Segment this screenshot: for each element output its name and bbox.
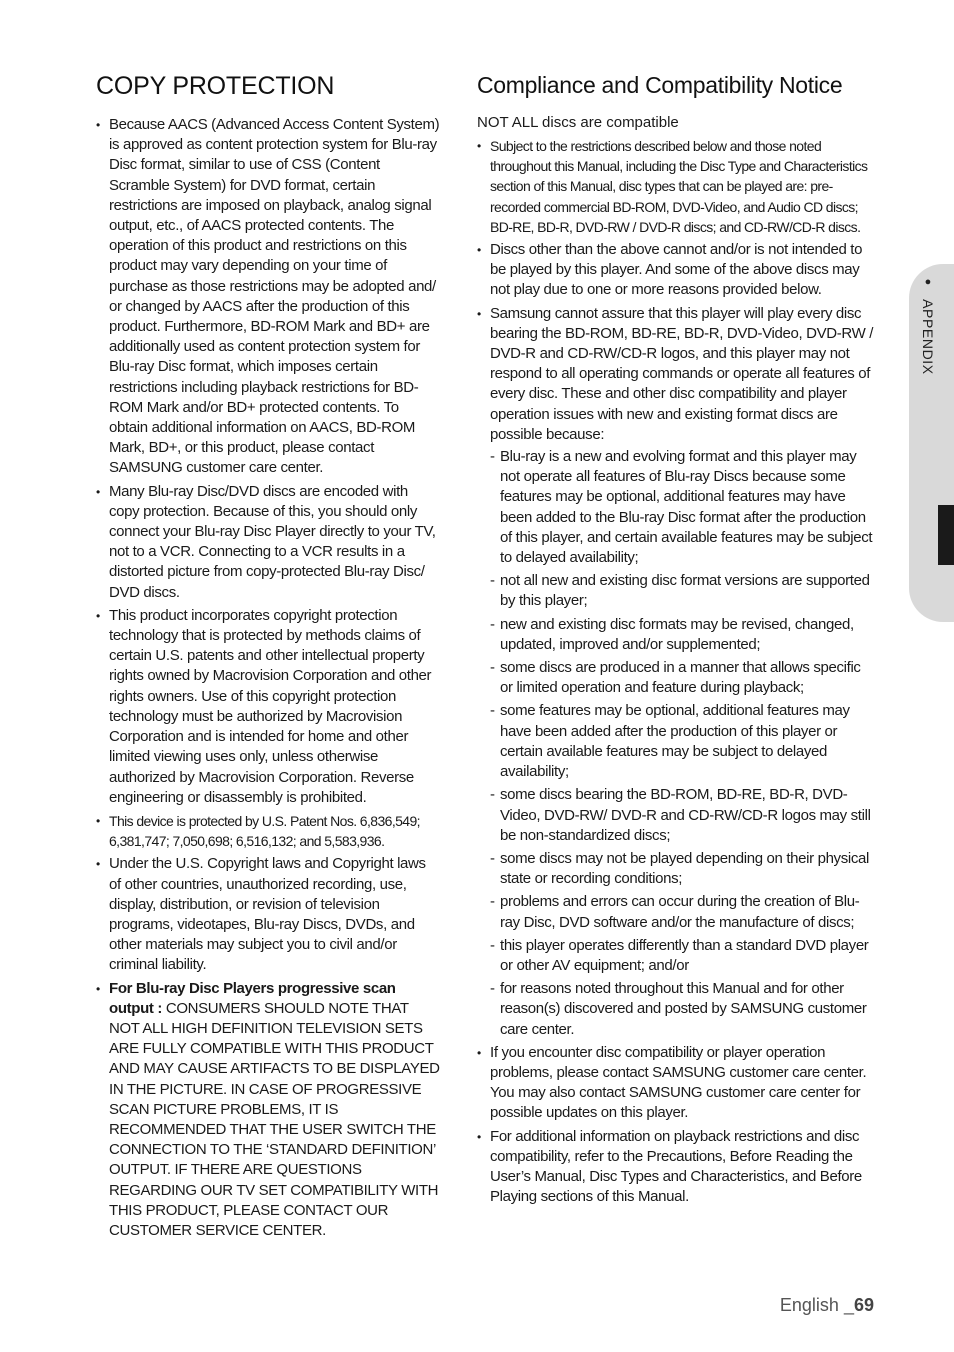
list-item-text: If you encounter disc compatibility or player operation problems, please contact SAMSUNG customer care center. You may also contact SAMSUNG customer care center for possible updates on this player. <box>490 1043 867 1122</box>
list-item <box>96 606 440 808</box>
page-number: 69 <box>853 1295 874 1315</box>
reason-item: - new and existing disc formats may be revised, changed, updated, improved and/or supplemented; <box>490 615 854 653</box>
list-item-text: This product incorporates copyright protection technology that is protected by methods claims of certain U.S. patents and other intellectual property rights owned by Macrovision Corporation and other rights owners. Use of this copyright protection technology must be authorized by Macrovision Corporation and is intended for home and other limited viewing uses only, unless otherwise authorized by Macrovision Corporation. Reverse engineering or disassembly is prohibited. <box>109 606 432 806</box>
bullet-icon: • <box>96 484 100 499</box>
page-footer <box>780 1295 874 1316</box>
bullet-dot-icon: ● <box>922 276 934 289</box>
section-tab-label <box>914 276 936 375</box>
list-item-text: Samsung cannot assure that this player will play every disc bearing the BD-ROM, BD-RE, BD-R, DVD-Video, DVD-RW / DVD-R and CD-RW/CD-R logos, and this player may not respond to all operating commands or operate all features of every disc. These and other disc compatibility and player operation issues with new and existing format discs are possible because: <box>490 304 874 443</box>
bullet-icon: • <box>477 1045 481 1060</box>
list-item-text: Many Blu-ray Disc/DVD discs are encoded with copy protection. Because of this, you should only connect your Blu-ray Disc Player directly to your TV, not to a VCR. Connecting to a VCR results in a distorted picture from copy-protected Blu-ray Disc/ DVD discs. <box>109 482 436 601</box>
left-column <box>96 72 440 1244</box>
bullet-icon: • <box>96 981 100 996</box>
list-item <box>96 854 440 975</box>
list-item <box>477 304 877 1040</box>
reasons-list <box>490 447 877 1040</box>
right-column <box>477 72 877 1210</box>
reason-item: - problems and errors can occur during the creation of Blu-ray Disc, DVD software and/or the manufacture of discs; <box>490 893 860 931</box>
list-item <box>477 240 877 301</box>
list-item-text: CONSUMERS SHOULD NOTE THAT NOT ALL HIGH DEFINITION TELEVISION SETS ARE FULLY COMPATIBLE WITH THIS PRODUCT AND MAY CAUSE ARTIFACTS TO BE DISPLAYED IN THE PICTURE. IN CASE OF PROGRESSIVE SCAN PICTURE PROBLEMS, IT IS RECOMMENDED THAT THE USER SWITCH THE CONNECTION TO THE ‘STANDARD DEFINITION’ OUTPUT. IF THERE ARE QUESTIONS REGARDING OUR TV SET COMPATIBILITY WITH THIS PRODUCT, PLEASE CONTACT OUR CUSTOMER SERVICE CENTER. <box>109 999 440 1239</box>
list-item <box>477 1127 877 1208</box>
reason-text: not all new and existing disc format versions are supported by this player; <box>500 572 870 610</box>
section-tab-text: APPENDIX <box>920 299 936 375</box>
compliance-title: Compliance and Compatibility Notice <box>477 72 843 98</box>
list-item-text: Discs other than the above cannot and/or is not intended to be played by this player. And some of the above discs may not play due to one or more reasons provided below. <box>490 241 863 299</box>
bullet-icon: • <box>477 139 481 153</box>
reason-item: - some discs may not be played depending on their physical state or recording conditions; <box>490 849 869 888</box>
reason-text: Blu-ray is a new and evolving format and this player may not operate all features of Blu-ray Discs because some features may be optional, additional features may have been added to the Blu-ray Disc format after the production of this player, and certain available features may be subject to delayed availability; <box>500 448 873 567</box>
list-item <box>477 1043 877 1124</box>
section-tab-marker <box>938 505 954 565</box>
reason-text: some discs bearing the BD-ROM, BD-RE, BD-R, DVD-Video, DVD-RW/ DVD-R and CD-RW/CD-R logos may still be non-standardized discs; <box>500 786 871 844</box>
bullet-icon: • <box>477 306 481 321</box>
progressive-scan-heading: For Blu-ray Disc Players progressive scan output : <box>109 979 396 1017</box>
bullet-icon: • <box>96 118 100 132</box>
reason-text: some features may be optional, additional features may have been added after the production of this player or certain available features may be subject to delayed availability; <box>500 702 850 781</box>
list-item <box>96 115 440 479</box>
list-item-text: Because AACS (Advanced Access Content System) is approved as content protection system for Blu-ray Disc format, similar to use of CSS (Content Scramble System) for DVD format, certain restrictions are imposed on playback, analog signal output, etc., of AACS protected contents. The operation of this product and restrictions on this product may vary depending on your time of purchase as those restrictions may be adopted and/ or changed by AACS after the production of this product. Furthermore, BD-ROM Mark and BD+ are additionally used as content protection system for Blu-ray Disc format, which imposes certain restrictions including playback restrictions for BD-ROM Mark and/or BD+ protected contents. To obtain additional information on AACS, BD-ROM Mark, BD+, or this product, please contact SAMSUNG customer care center. <box>109 116 440 477</box>
reason-text: some discs are produced in a manner that allows specific or limited operation and feature during playback; <box>500 659 861 697</box>
bullet-icon: • <box>96 857 100 872</box>
list-item <box>477 136 877 237</box>
reason-text: some discs may not be played depending on their physical state or recording conditions; <box>500 849 869 888</box>
copy-protection-title: COPY PROTECTION <box>96 72 335 100</box>
list-item-text: Subject to the restrictions described below and those noted throughout this Manual, including the Disc Type and Characteristics section of this Manual, disc types that can be played are: pre-recorded commercial BD-ROM, DVD-Video, and Audio CD discs; BD-RE, BD-R, DVD-RW / DVD-R discs; and CD-RW/CD-R discs. <box>490 138 868 235</box>
reason-item: - for reasons noted throughout this Manual and for other reason(s) discovered and posted by SAMSUNG customer care center. <box>490 980 867 1038</box>
list-item <box>96 979 440 1242</box>
reason-item: - some discs bearing the BD-ROM, BD-RE, BD-R, DVD-Video, DVD-RW/ DVD-R and CD-RW/CD-R logos may still be non-standardized discs; <box>490 786 871 844</box>
list-item <box>96 811 440 851</box>
reason-text: problems and errors can occur during the creation of Blu-ray Disc, DVD software and/or the manufacture of discs; <box>500 893 860 931</box>
compliance-list <box>477 136 877 1207</box>
bullet-icon: • <box>477 243 481 258</box>
reason-text: this player operates differently than a standard DVD player or other AV equipment; and/or <box>500 936 869 974</box>
compliance-intro: NOT ALL discs are compatible <box>477 114 679 131</box>
copy-protection-list <box>96 115 440 1241</box>
reason-item: - not all new and existing disc format versions are supported by this player; <box>490 572 870 610</box>
bullet-icon: • <box>96 608 100 623</box>
reason-item: - this player operates differently than a standard DVD player or other AV equipment; and/or <box>490 936 869 974</box>
reason-item: - Blu-ray is a new and evolving format and this player may not operate all features of Blu-ray Discs because some features may be optional, additional features may have been added to the Blu-ray Disc format after the production of this player, and certain available features may be subject to delayed availability; <box>490 448 873 567</box>
reason-text: new and existing disc formats may be revised, changed, updated, improved and/or supplemented; <box>500 615 854 653</box>
list-item-text: This device is protected by U.S. Patent Nos. 6,836,549; 6,381,747; 7,050,698; 6,516,132; and 5,583,936. <box>109 812 420 850</box>
list-item-text: Under the U.S. Copyright laws and Copyright laws of other countries, unauthorized recording, use, display, distribution, or revision of television programs, videotapes, Blu-ray Discs, DVDs, and other materials may subject you to civil and/or criminal liability. <box>109 855 426 974</box>
reason-text: for reasons noted throughout this Manual and for other reason(s) discovered and posted by SAMSUNG customer care center. <box>500 980 867 1038</box>
footer-language: English _ <box>779 1295 854 1315</box>
bullet-icon: • <box>96 813 100 828</box>
bullet-icon: • <box>477 1129 481 1144</box>
reason-item: - some features may be optional, additional features may have been added after the production of this player or certain available features may be subject to delayed availability; <box>490 702 850 781</box>
list-item <box>96 482 440 603</box>
reason-item: - some discs are produced in a manner that allows specific or limited operation and feature during playback; <box>490 659 861 697</box>
list-item-text: For additional information on playback restrictions and disc compatibility, refer to the Precautions, Before Reading the User’s Manual, Disc Types and Characteristics, and Before Playing sections of this Manual. <box>490 1127 862 1206</box>
